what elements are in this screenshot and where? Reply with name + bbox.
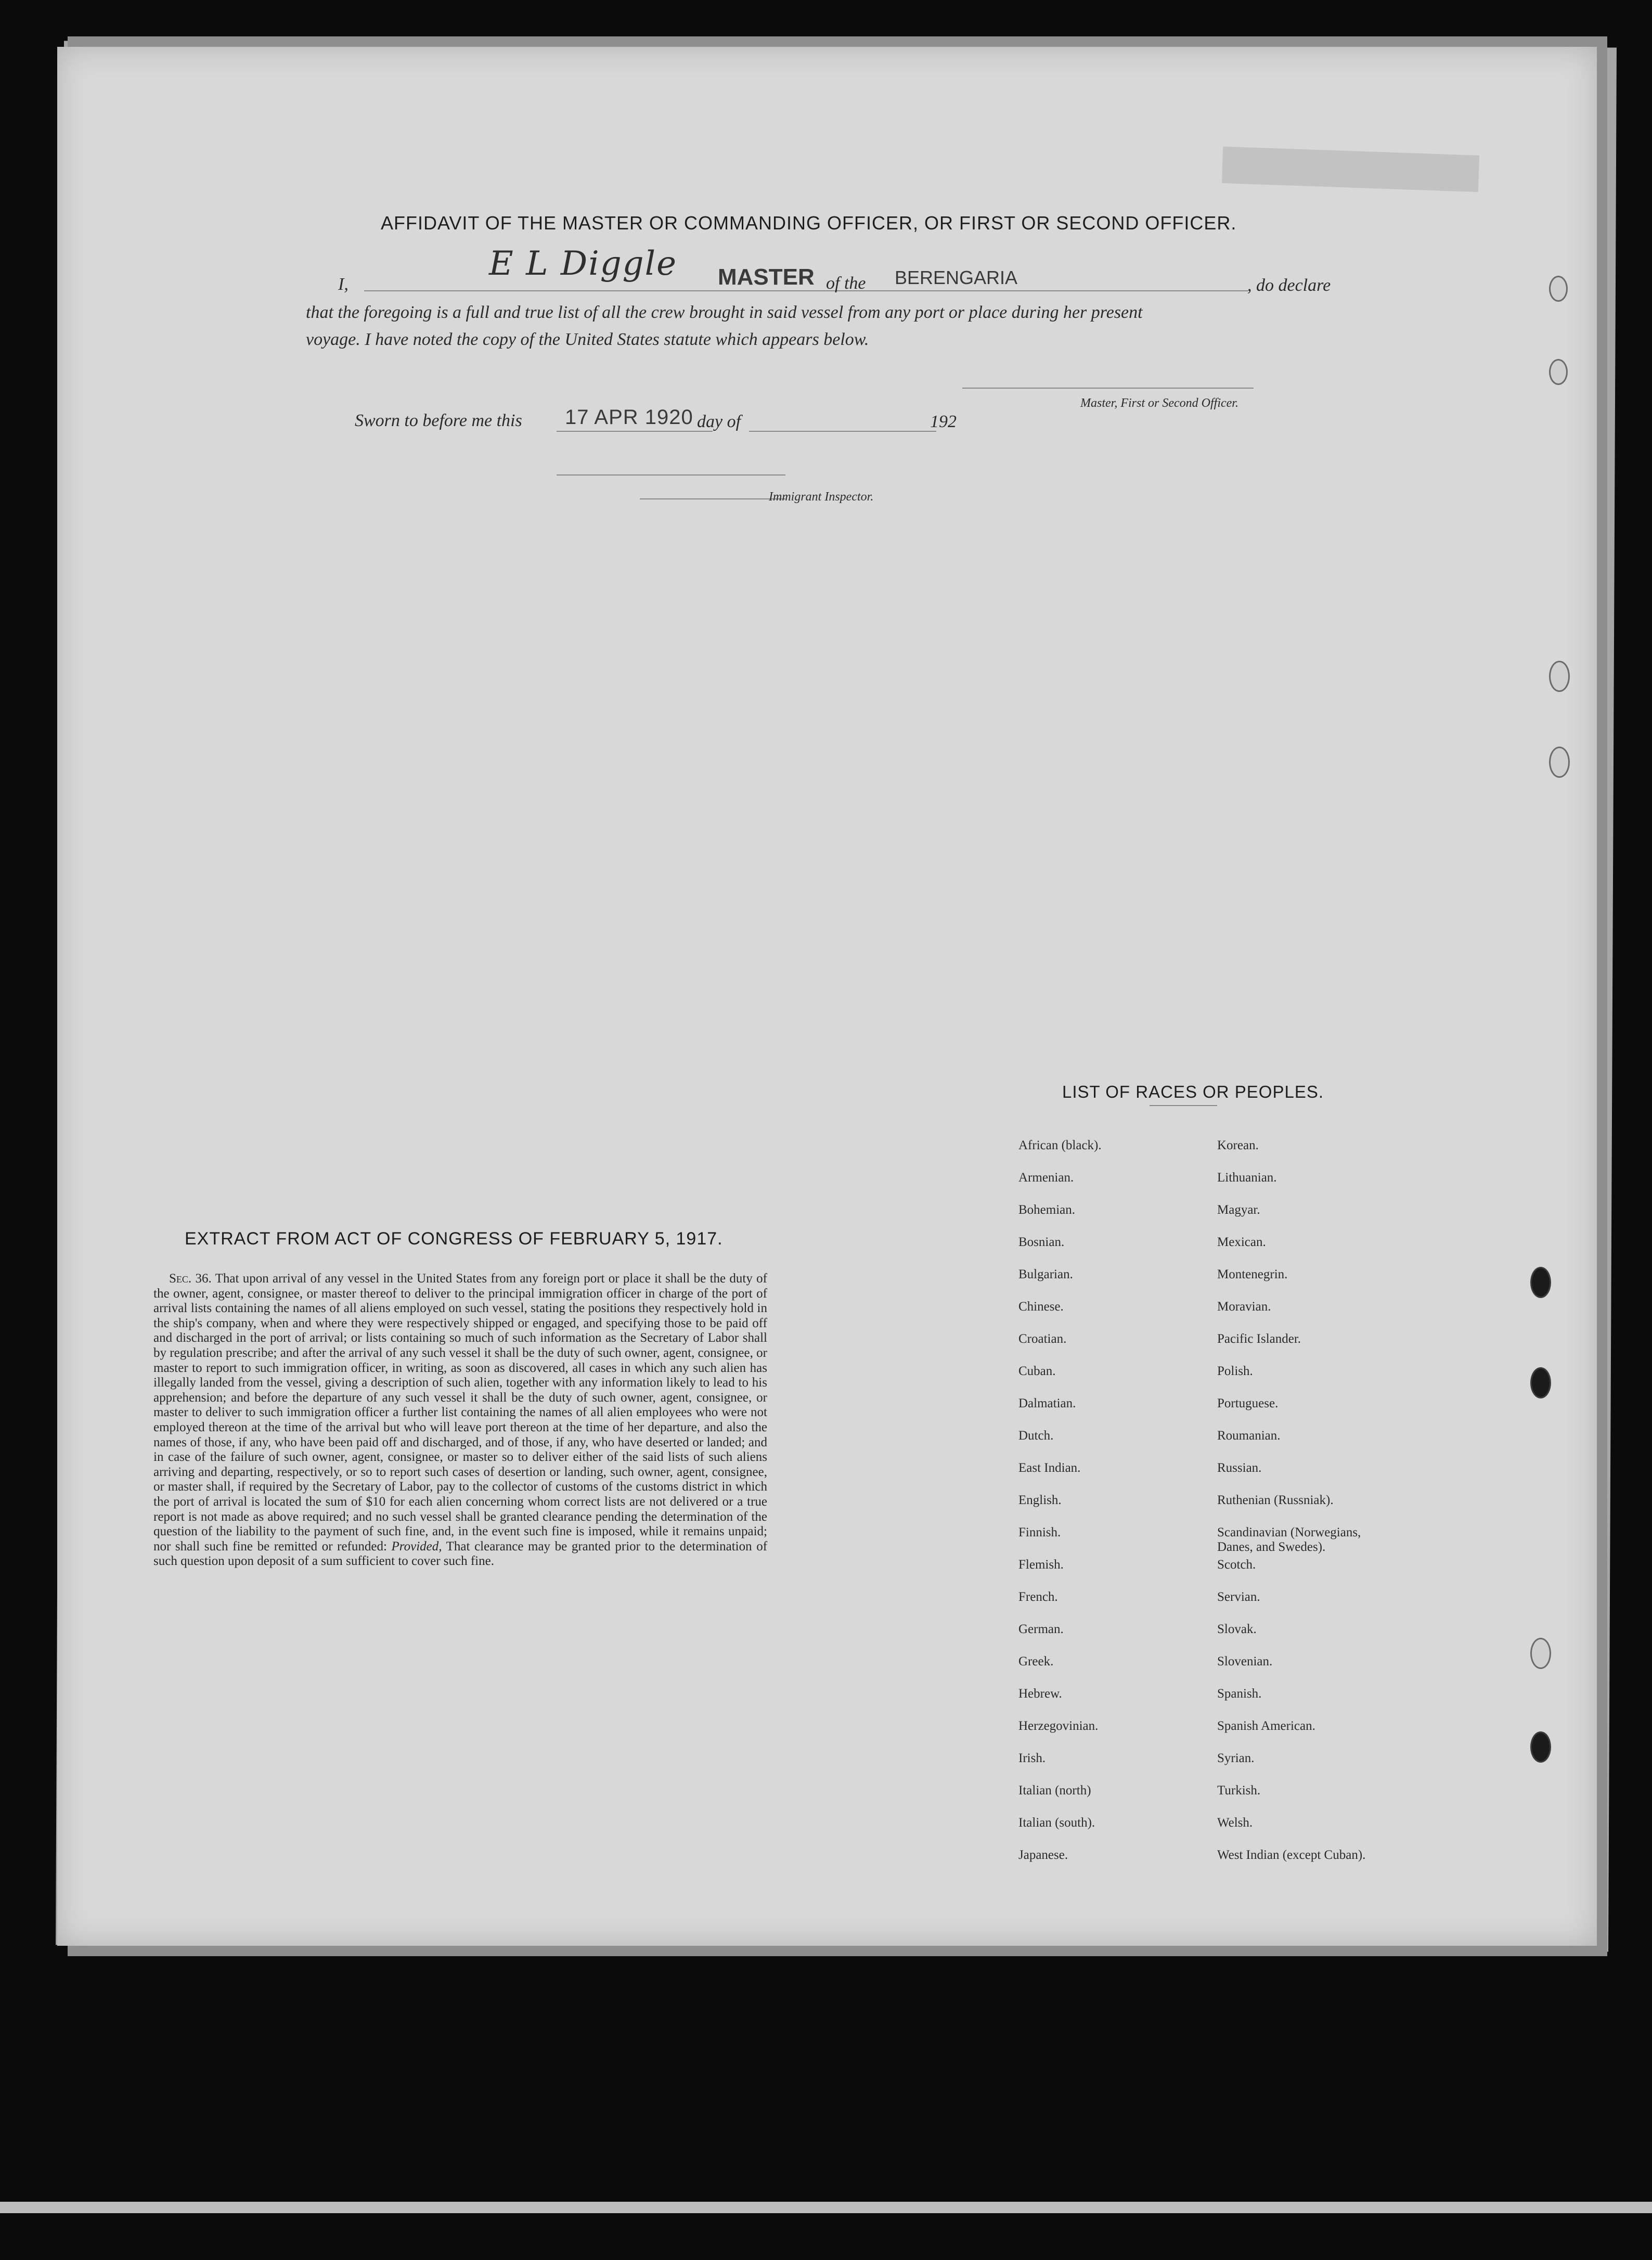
race-item: West Indian (except Cuban). xyxy=(1217,1848,1366,1862)
binder-hole xyxy=(1549,276,1568,302)
race-item: Russian. xyxy=(1217,1461,1262,1475)
race-item: Dalmatian. xyxy=(1018,1396,1076,1410)
race-item: Dutch. xyxy=(1018,1429,1054,1443)
vessel-line xyxy=(889,290,1248,291)
inspector-line xyxy=(640,498,785,499)
race-item: Spanish American. xyxy=(1217,1719,1315,1733)
binder-hole xyxy=(1549,359,1568,385)
race-item: French. xyxy=(1018,1590,1058,1604)
race-item: Greek. xyxy=(1018,1654,1054,1668)
affidavit-line-3: voyage. I have noted the copy of the United States statute which appears below. xyxy=(306,330,869,349)
race-item: English. xyxy=(1018,1493,1062,1507)
date-line xyxy=(557,431,713,432)
master-stamp: MASTER xyxy=(718,264,815,290)
race-item: Polish. xyxy=(1217,1364,1253,1378)
race-item: Mexican. xyxy=(1217,1235,1266,1249)
inspector-line-upper xyxy=(557,474,785,476)
binder-hole xyxy=(1530,1731,1551,1763)
race-item: Scotch. xyxy=(1217,1558,1256,1572)
scan-bottom-edge xyxy=(0,2202,1652,2213)
date-stamp: 17 APR 1920 xyxy=(565,406,693,429)
race-item: Servian. xyxy=(1217,1590,1260,1604)
binder-hole xyxy=(1530,1267,1551,1298)
sworn-text: Sworn to before me this xyxy=(355,411,522,430)
race-item: Cuban. xyxy=(1018,1364,1056,1378)
section-label: Sec. 36. xyxy=(169,1272,212,1286)
race-item: Welsh. xyxy=(1217,1816,1253,1830)
race-item: Magyar. xyxy=(1217,1203,1260,1217)
extract-text-end: That clearance may be granted prior to the determination of such question upon deposit of a sum sufficient to cover such fine. xyxy=(153,1539,768,1569)
master-signature: E L Diggle xyxy=(489,245,677,283)
race-item: Bohemian. xyxy=(1018,1203,1076,1217)
extract-heading: EXTRACT FROM ACT OF CONGRESS OF FEBRUARY 5, 1917. xyxy=(185,1229,723,1249)
race-item: Japanese. xyxy=(1018,1848,1068,1862)
race-item: Croatian. xyxy=(1018,1332,1067,1346)
race-item: Irish. xyxy=(1018,1751,1046,1765)
affidavit-heading: AFFIDAVIT OF THE MASTER OR COMMANDING OFFICER, OR FIRST OR SECOND OFFICER. xyxy=(381,212,1237,234)
race-item: Moravian. xyxy=(1217,1300,1271,1314)
officer-caption: Master, First or Second Officer. xyxy=(1080,396,1238,410)
race-item: Chinese. xyxy=(1018,1300,1064,1314)
race-item: Slovenian. xyxy=(1217,1654,1273,1668)
officer-signature-line xyxy=(962,388,1254,389)
races-heading: LIST OF RACES OR PEOPLES. xyxy=(1062,1082,1324,1101)
race-item: Slovak. xyxy=(1217,1622,1257,1636)
do-declare-text: , do declare xyxy=(1247,276,1331,295)
race-item: Lithuanian. xyxy=(1217,1171,1277,1185)
provided-label: Provided, xyxy=(391,1539,442,1553)
year-prefix: 192 xyxy=(930,412,957,431)
of-the-text: of the xyxy=(826,274,866,293)
race-item: Turkish. xyxy=(1217,1783,1261,1797)
document-page xyxy=(57,47,1597,1946)
race-item: Hebrew. xyxy=(1018,1687,1062,1701)
vessel-name: BERENGARIA xyxy=(895,267,1018,288)
binder-hole xyxy=(1530,1638,1551,1669)
race-item: German. xyxy=(1018,1622,1064,1636)
race-item: Herzegovinian. xyxy=(1018,1719,1099,1733)
race-item: Armenian. xyxy=(1018,1171,1074,1185)
race-item: East Indian. xyxy=(1018,1461,1081,1475)
extract-body xyxy=(153,1272,767,1569)
race-item: Portuguese. xyxy=(1217,1396,1279,1410)
race-item: Syrian. xyxy=(1217,1751,1255,1765)
extract-text: That upon arrival of any vessel in the United States from any foreign port or place it shall be the duty of the owner, agent, consignee, or master thereof to deliver to the principal immigration officer in charge of the port of arrival lists containing the names of all aliens employed on such vessel, stating the positions they respectively hold in the ship's company, when and where they were respectively shipped or engaged, and specifying those to be paid off and discharged in the port of arrival; or lists containing so much of such information as the Secretary of Labor shall by regulation prescribe; and after the arrival of any such vessel it shall be the duty of such owner, agent, consignee, or master to report to such immigration officer, in writing, as soon as discovered, all cases in which any such alien has illegally landed from the vessel, giving a description of such alien, together with any information likely to lead to his apprehension; and before the departure of any such vessel it shall be the duty of such owner, agent, consignee, or master to deliver to such immigration officer a further list containing the names of all alien employees who were not employed thereon at the time of the arrival but who will leave port thereon at the time of her departure, and also the names of those, if any, who have been paid off and discharged, and of those, if any, who have deserted or landed; and in case of the failure of such owner, agent, consignee, or master so to deliver either of the said lists of such aliens arriving and departing, respectively, or so to report such cases of desertion or landing, such owner, agent, consignee, or master shall, if required by the Secretary of Labor, pay to the collector of customs of the customs district in which the port of arrival is located the sum of $10 for each alien concerning whom correct lists are not delivered or a true report is not made as above required; and no such vessel shall be granted clearance pending the determination of the question of the liability to the payment of such fine, and, in the event such fine is imposed, while it remains unpaid; nor shall such fine be remitted or refunded: xyxy=(153,1272,767,1553)
binder-hole xyxy=(1549,747,1570,778)
binder-hole xyxy=(1530,1367,1551,1398)
day-of-text: day of xyxy=(697,412,741,431)
race-item: Finnish. xyxy=(1018,1525,1061,1539)
binder-hole xyxy=(1549,661,1570,692)
race-item: Korean. xyxy=(1217,1138,1259,1152)
race-item: Spanish. xyxy=(1217,1687,1262,1701)
affidavit-line-2: that the foregoing is a full and true list of all the crew brought in said vessel from any port or place during her present xyxy=(306,303,1143,322)
race-item: Montenegrin. xyxy=(1217,1267,1288,1281)
race-item: Bulgarian. xyxy=(1018,1267,1073,1281)
race-item: Scandinavian (Norwegians, Danes, and Swedes). xyxy=(1217,1525,1361,1554)
races-heading-underline xyxy=(1150,1105,1217,1106)
race-item: Ruthenian (Russniak). xyxy=(1217,1493,1334,1507)
races-list xyxy=(1018,1138,1436,1880)
race-item: Flemish. xyxy=(1018,1558,1064,1572)
race-item: African (black). xyxy=(1018,1138,1102,1152)
race-item: Bosnian. xyxy=(1018,1235,1065,1249)
race-item: Italian (south). xyxy=(1018,1816,1095,1830)
bleed-through-text: ████████████ xyxy=(1222,147,1480,190)
affidavit-pronoun: I, xyxy=(338,275,349,294)
month-line xyxy=(749,431,936,432)
race-item: Italian (north) xyxy=(1018,1783,1091,1797)
inspector-caption: Immigrant Inspector. xyxy=(769,490,874,504)
race-item: Roumanian. xyxy=(1217,1429,1281,1443)
race-item: Pacific Islander. xyxy=(1217,1332,1301,1346)
